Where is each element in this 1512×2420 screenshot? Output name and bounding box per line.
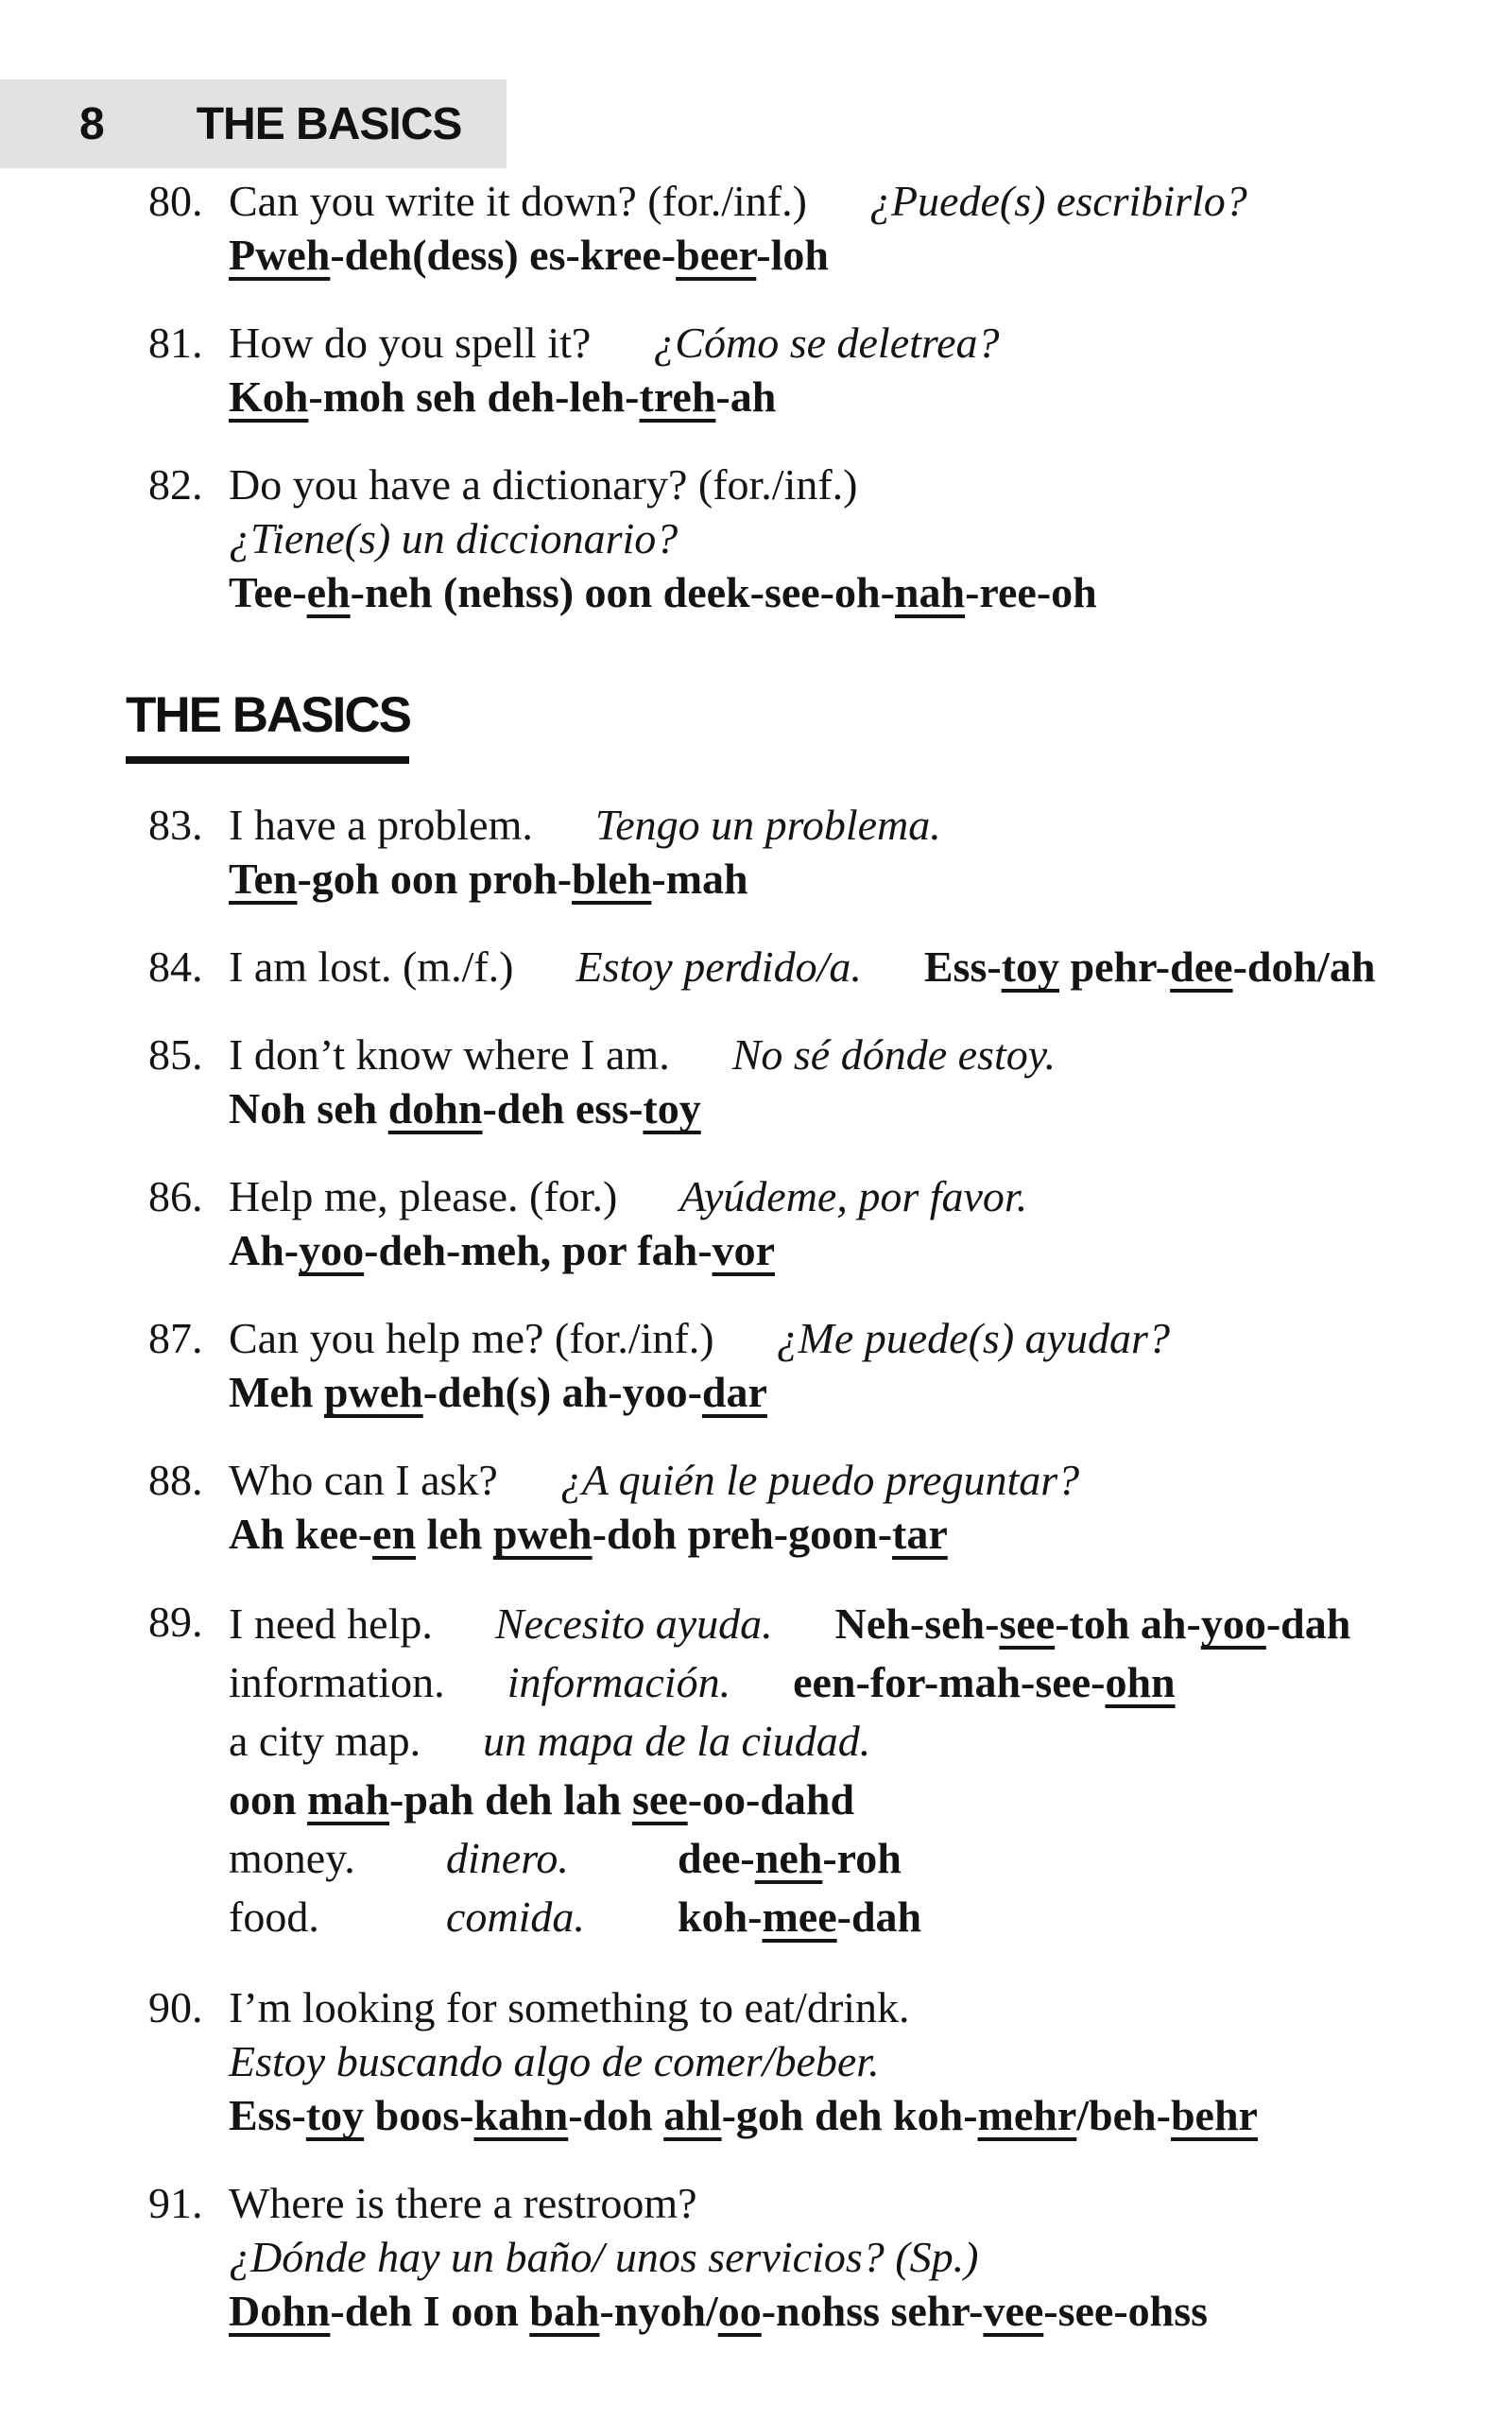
entry-line <box>229 2230 1512 2284</box>
entry-line <box>229 1453 1512 1507</box>
phonetic-text: Koh-moh seh deh-leh-treh-ah <box>229 372 777 421</box>
entry-number: 88. <box>148 1456 203 1504</box>
spanish-text: Estoy perdido/a. <box>576 942 862 991</box>
phonetic-text: Neh-seh-see-toh ah-yoo-dah <box>834 1599 1351 1648</box>
entry-line <box>229 2034 1512 2088</box>
english-text: I don’t know where I am. <box>229 1030 670 1079</box>
spanish-text: ¿Dónde hay un baño/ unos servicios? (Sp.) <box>229 2233 979 2281</box>
entry-number: 89. <box>148 1598 203 1646</box>
spanish-text: Necesito ayuda. <box>494 1599 773 1648</box>
stressed-syllable: toy <box>1001 942 1060 991</box>
phrase-entry <box>148 2176 1512 2338</box>
spanish-text: información. <box>507 1658 731 1706</box>
stressed-syllable: eh <box>306 568 351 616</box>
phonetic-text: Tee-eh-neh (nehss) oon deek-see-oh-nah-ree-oh <box>229 568 1097 616</box>
english-text: a city map. <box>229 1717 421 1765</box>
stressed-syllable: Dohn <box>229 2287 331 2335</box>
entry-line <box>229 2176 1512 2230</box>
english-text: Can you write it down? (for./inf.) <box>229 177 807 225</box>
entry-lines <box>229 1169 1512 1277</box>
entry-lines <box>229 798 1512 906</box>
entry-number: 81. <box>148 319 203 367</box>
english-text: How do you spell it? <box>229 319 592 367</box>
stressed-syllable: tar <box>892 1510 948 1558</box>
spanish-text: Ayúdeme, por favor. <box>679 1172 1028 1220</box>
entry-number: 87. <box>148 1314 203 1362</box>
entry-line <box>229 2284 1512 2338</box>
spanish-text: Tengo un problema. <box>594 801 941 849</box>
entry-line <box>229 1028 1512 1081</box>
entry-lines <box>229 174 1512 282</box>
english-text: Where is there a restroom? <box>229 2179 697 2227</box>
stressed-syllable: toy <box>643 1084 701 1132</box>
phonetic-text: Ess-toy boos-kahn-doh ahl-goh deh koh-mehr/beh-behr <box>229 2091 1258 2139</box>
stressed-syllable: treh <box>639 372 716 421</box>
english-text: information. <box>229 1658 445 1706</box>
entry-number: 80. <box>148 177 203 225</box>
entry-line <box>229 940 1512 994</box>
phonetic-text: Ah-yoo-deh-meh, por fah-vor <box>229 1226 775 1274</box>
page-number: 8 <box>79 98 104 149</box>
entry-lines <box>229 1453 1512 1561</box>
phonetic-text: Dohn-deh I oon bah-nyoh/oo-nohss sehr-vee-see-ohss <box>229 2287 1209 2335</box>
entry-line <box>229 2088 1512 2142</box>
phonetic-text: dee-neh-roh <box>678 1834 902 1882</box>
stressed-syllable: nah <box>894 568 966 616</box>
entry-lines <box>229 316 1512 424</box>
spanish-text: Estoy buscando algo de comer/beber. <box>229 2037 880 2085</box>
stressed-syllable: kahn <box>473 2091 569 2139</box>
spanish-text: No sé dónde estoy. <box>731 1030 1057 1079</box>
section-heading-rule <box>126 756 409 764</box>
phrase-entry <box>148 798 1512 906</box>
entry-line <box>229 1311 1512 1365</box>
entry-number: 91. <box>148 2179 203 2227</box>
phrase-entry <box>148 1311 1512 1419</box>
entry-number: 90. <box>148 1983 203 2031</box>
phonetic-text: een-for-mah-see-ohn <box>793 1658 1176 1706</box>
stressed-syllable: pweh <box>492 1510 593 1558</box>
entry-line <box>229 1980 1512 2034</box>
phrase-entry <box>148 316 1512 424</box>
stressed-syllable: see <box>999 1599 1056 1648</box>
entry-line <box>229 316 1512 370</box>
stressed-syllable: Ten <box>229 855 298 903</box>
phrase-entry <box>148 1453 1512 1561</box>
phrase-entry <box>148 1028 1512 1135</box>
english-text: I need help. <box>229 1599 433 1648</box>
stressed-syllable: Pweh <box>229 231 331 279</box>
stressed-syllable: dohn <box>387 1084 483 1132</box>
english-text: money. <box>229 1834 355 1882</box>
spanish-text: comida. <box>446 1893 585 1941</box>
entry-line <box>229 1712 1512 1771</box>
stressed-syllable: mehr <box>977 2091 1077 2139</box>
entry-line <box>229 1223 1512 1277</box>
phrase-entry <box>148 458 1512 619</box>
phonetic-text: Ten-goh oon proh-bleh-mah <box>229 855 748 903</box>
entry-line <box>229 565 1512 619</box>
stressed-syllable: dar <box>701 1368 767 1416</box>
entry-lines <box>229 1028 1512 1135</box>
stressed-syllable: ahl <box>663 2091 722 2139</box>
entry-line <box>229 1771 1512 1829</box>
entry-line <box>229 1829 1512 1888</box>
phonetic-text: Ess-toy pehr-dee-doh/ah <box>923 942 1376 991</box>
running-header-title: THE BASICS <box>196 98 462 149</box>
entry-line <box>229 798 1512 852</box>
stressed-syllable: vee <box>983 2287 1044 2335</box>
spanish-text: ¿Puede(s) escribirlo? <box>868 177 1247 225</box>
phonetic-text: oon mah-pah deh lah see-oo-dahd <box>229 1775 855 1824</box>
entry-lines <box>229 458 1512 619</box>
stressed-syllable: ohn <box>1105 1658 1176 1706</box>
phonetic-text: Meh pweh-deh(s) ah-yoo-dar <box>229 1368 767 1416</box>
entry-line <box>229 1595 1512 1653</box>
stressed-syllable: vor <box>712 1226 775 1274</box>
section-heading-block <box>126 687 1512 764</box>
entry-number: 85. <box>148 1030 203 1079</box>
entry-lines <box>229 2176 1512 2338</box>
stressed-syllable: beer <box>676 231 757 279</box>
entry-lines <box>229 1595 1512 1946</box>
entry-line <box>229 1081 1512 1135</box>
entry-number: 82. <box>148 460 203 509</box>
spanish-text: ¿A quién le puedo preguntar? <box>559 1456 1080 1504</box>
stressed-syllable: neh <box>754 1834 823 1882</box>
entry-line <box>229 1365 1512 1419</box>
phrase-entry <box>148 940 1512 994</box>
spanish-text: ¿Me puede(s) ayudar? <box>776 1314 1170 1362</box>
entry-line <box>229 174 1512 228</box>
section-heading: THE BASICS <box>126 687 410 743</box>
phrase-entry <box>148 174 1512 282</box>
entry-line <box>229 1507 1512 1561</box>
english-text: I’m looking for something to eat/drink. <box>229 1983 910 2031</box>
spanish-text: ¿Cómo se deletrea? <box>653 319 1000 367</box>
english-text: Who can I ask? <box>229 1456 498 1504</box>
stressed-syllable: dee <box>1170 942 1233 991</box>
stressed-syllable: see <box>631 1775 688 1824</box>
english-text: Do you have a dictionary? (for./inf.) <box>229 460 858 509</box>
entry-number: 83. <box>148 801 203 849</box>
phrase-entry <box>148 1169 1512 1277</box>
phonetic-text: koh-mee-dah <box>678 1893 922 1941</box>
english-text: food. <box>229 1893 319 1941</box>
stressed-syllable: toy <box>305 2091 365 2139</box>
stressed-syllable: mah <box>307 1775 389 1824</box>
stressed-syllable: bah <box>529 2287 600 2335</box>
spanish-text: ¿Tiene(s) un diccionario? <box>229 514 679 562</box>
stressed-syllable: oo <box>717 2287 762 2335</box>
entry-line <box>229 370 1512 424</box>
spanish-text: dinero. <box>446 1834 569 1882</box>
english-text: I am lost. (m./f.) <box>229 942 514 991</box>
entry-line <box>229 511 1512 565</box>
entry-number: 86. <box>148 1172 203 1220</box>
stressed-syllable: en <box>372 1510 417 1558</box>
stressed-syllable: pweh <box>323 1368 423 1416</box>
stressed-syllable: yoo <box>1200 1599 1266 1648</box>
stressed-syllable: yoo <box>299 1226 365 1274</box>
phonetic-text: Noh seh dohn-deh ess-toy <box>229 1084 701 1132</box>
phrase-entry <box>148 1980 1512 2142</box>
stressed-syllable: Koh <box>229 372 309 421</box>
entry-line <box>229 228 1512 282</box>
phonetic-text: Ah kee-en leh pweh-doh preh-goon-tar <box>229 1510 948 1558</box>
entry-lines <box>229 1980 1512 2142</box>
entry-lines <box>229 1311 1512 1419</box>
english-text: Can you help me? (for./inf.) <box>229 1314 714 1362</box>
stressed-syllable: behr <box>1170 2091 1258 2139</box>
phrase-entry <box>148 1595 1512 1946</box>
entry-line <box>229 852 1512 906</box>
entry-line <box>229 1888 1512 1946</box>
entry-lines <box>229 940 1512 994</box>
entry-line <box>229 1653 1512 1712</box>
stressed-syllable: bleh <box>572 855 652 903</box>
entry-line <box>229 458 1512 511</box>
spanish-text: un mapa de la ciudad. <box>483 1717 871 1765</box>
english-text: I have a problem. <box>229 801 533 849</box>
stressed-syllable: mee <box>762 1893 837 1941</box>
phonetic-text: Pweh-deh(dess) es-kree-beer-loh <box>229 231 829 279</box>
english-text: Help me, please. (for.) <box>229 1172 618 1220</box>
entry-number: 84. <box>148 942 203 991</box>
entry-line <box>229 1169 1512 1223</box>
